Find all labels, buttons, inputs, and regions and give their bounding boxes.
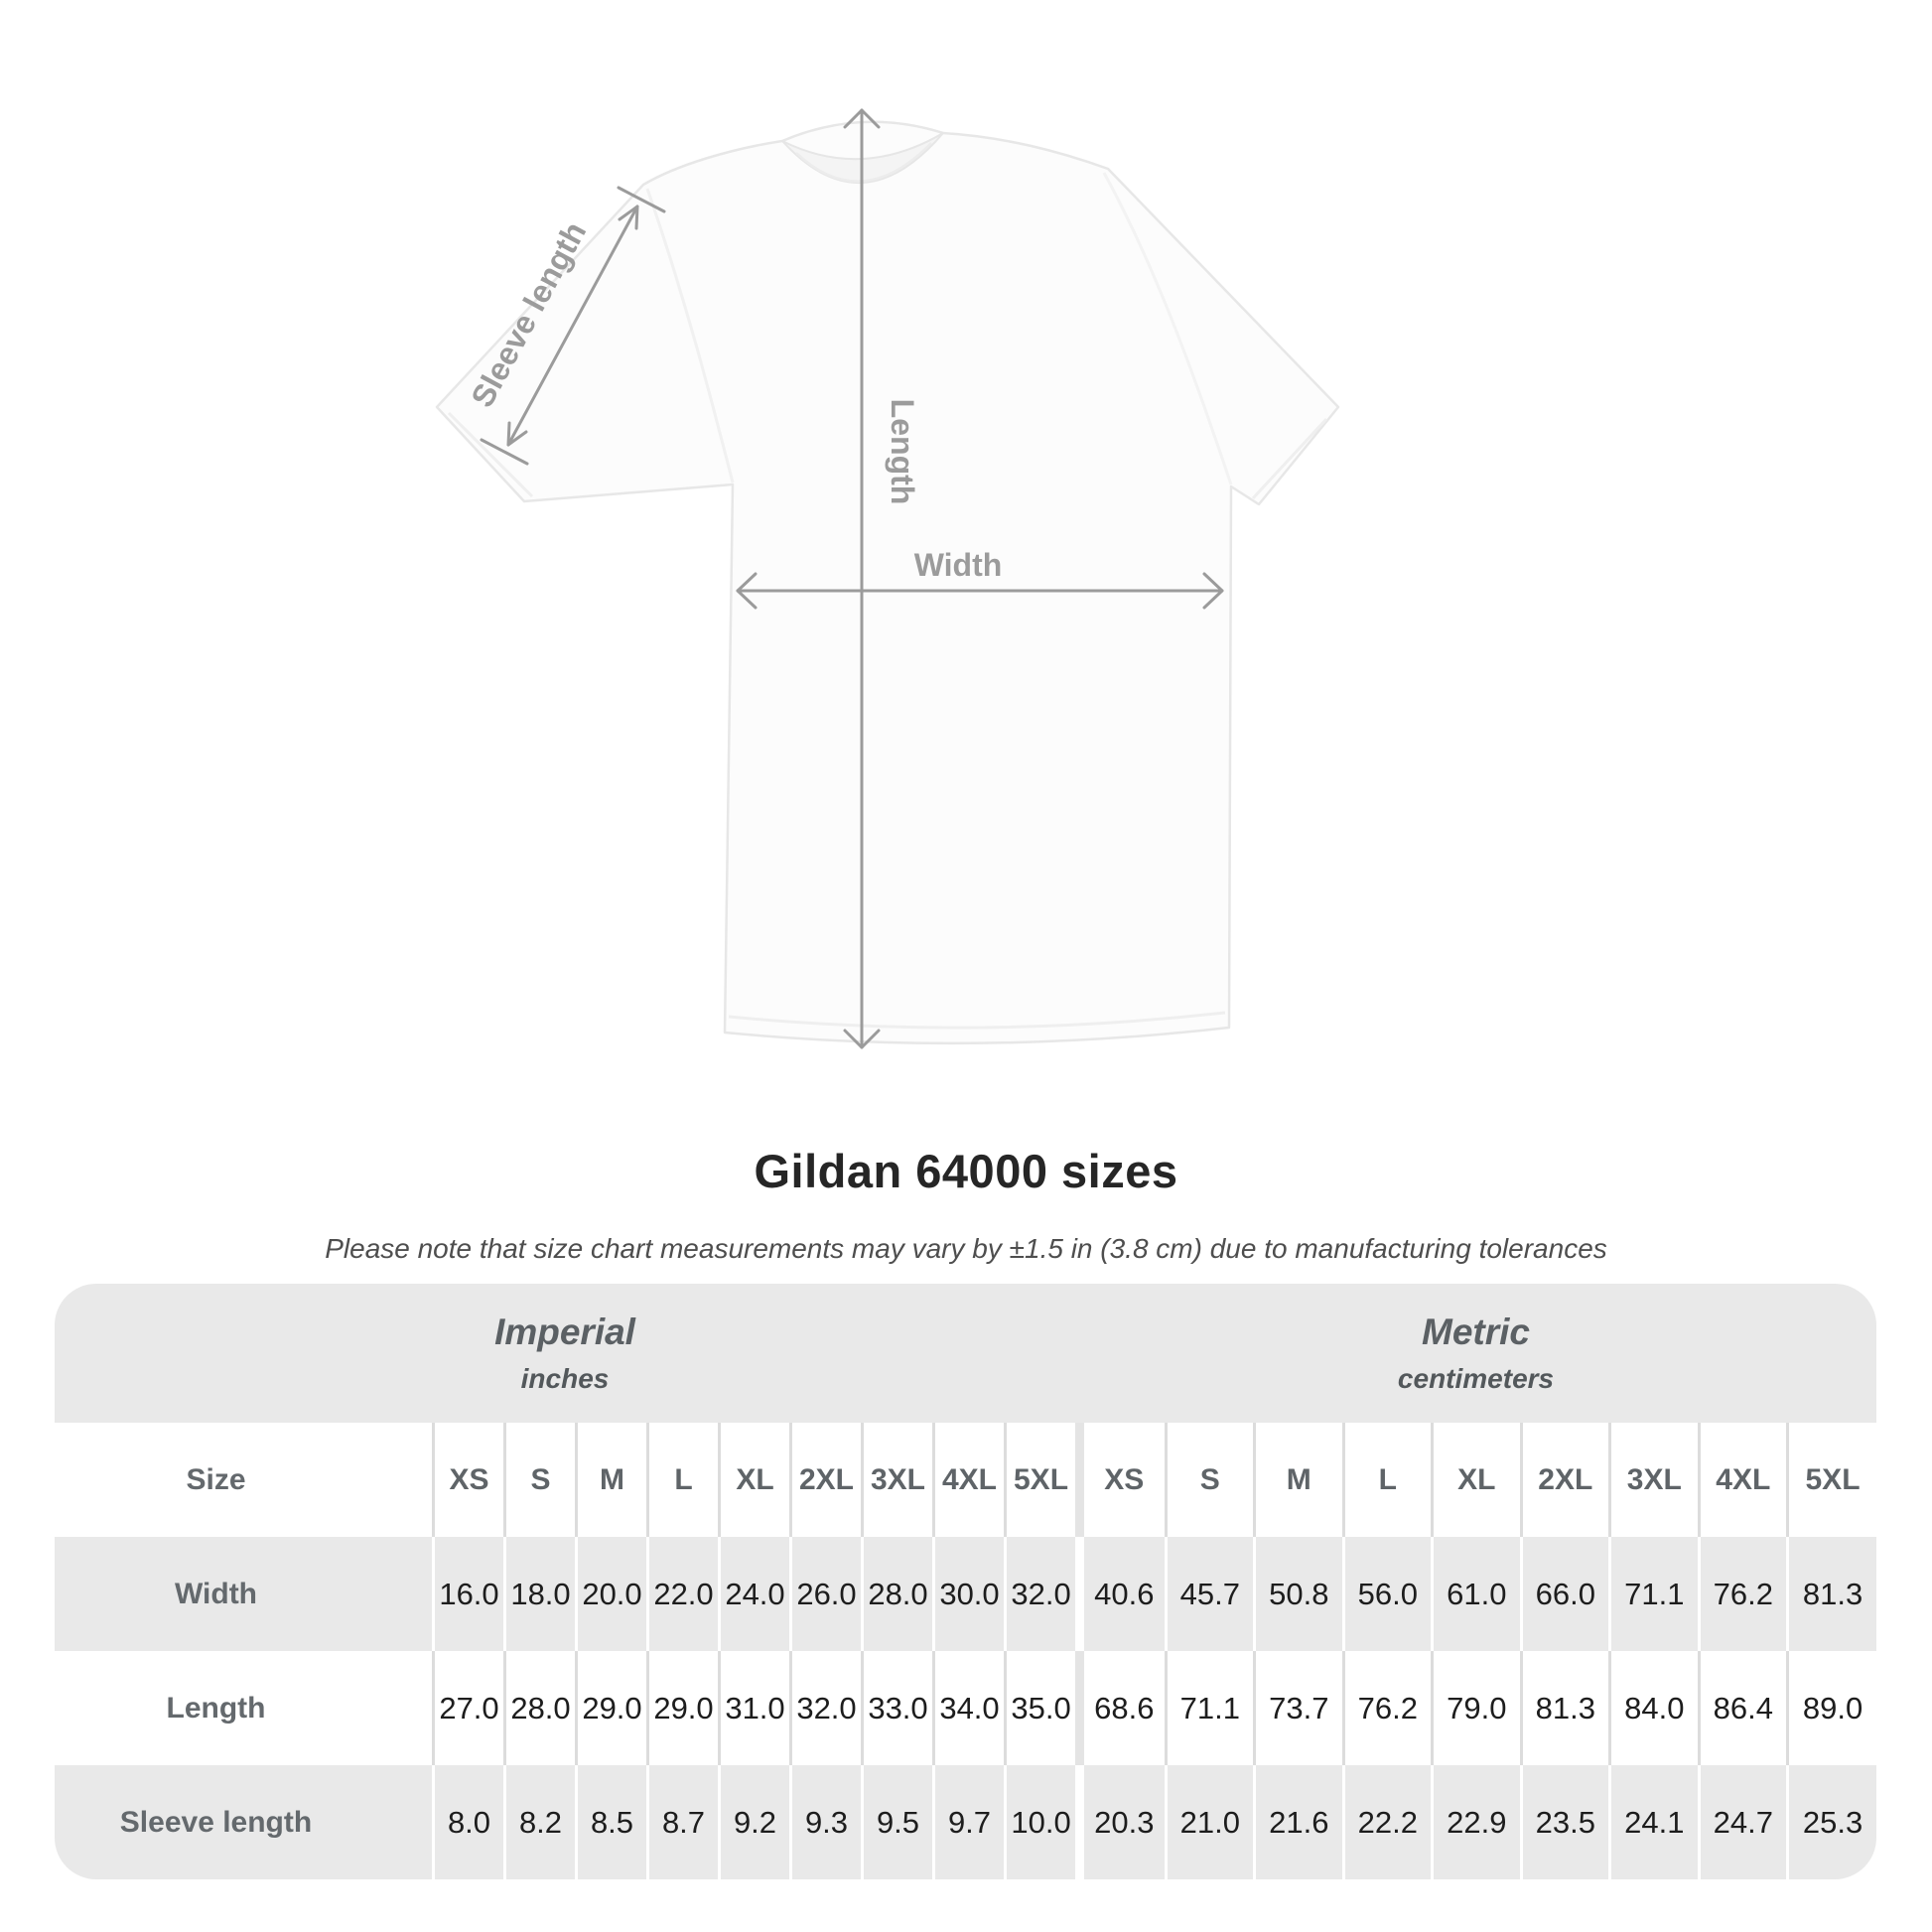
measurement-value-metric: 86.4 <box>1698 1651 1787 1765</box>
measurement-value-imperial: 30.0 <box>932 1537 1004 1651</box>
size-header-metric: XL <box>1431 1423 1520 1537</box>
size-header-imperial: M <box>575 1423 646 1537</box>
measurement-value-imperial: 33.0 <box>861 1651 932 1765</box>
measurement-value-metric: 21.6 <box>1253 1765 1342 1879</box>
measurement-value-imperial: 9.5 <box>861 1765 932 1879</box>
measurement-value-metric: 50.8 <box>1253 1537 1342 1651</box>
metric-section-unit: centimeters <box>1397 1363 1555 1394</box>
measurement-value-imperial: 28.0 <box>503 1651 575 1765</box>
length-label: Length <box>885 398 920 505</box>
measurement-row <box>55 1651 1876 1765</box>
size-header-metric: 4XL <box>1698 1423 1787 1537</box>
unit-section-header-row <box>55 1284 1876 1423</box>
size-header-metric: 5XL <box>1786 1423 1876 1537</box>
size-header-metric: XS <box>1075 1423 1165 1537</box>
size-table <box>55 1284 1876 1879</box>
measurement-value-imperial: 16.0 <box>432 1537 503 1651</box>
tshirt-illustration <box>387 79 1440 1062</box>
imperial-section-title: Imperial <box>494 1311 635 1352</box>
metric-section-header <box>1075 1284 1876 1423</box>
size-header-imperial: L <box>646 1423 718 1537</box>
tolerance-note: Please note that size chart measurements may vary by ±1.5 in (3.8 cm) due to manufacturing tolerances <box>325 1233 1607 1264</box>
measurement-row <box>55 1765 1876 1879</box>
measurement-value-metric: 45.7 <box>1165 1537 1254 1651</box>
measurement-value-metric: 71.1 <box>1608 1537 1698 1651</box>
size-header-imperial: 4XL <box>932 1423 1004 1537</box>
measurement-value-metric: 76.2 <box>1698 1537 1787 1651</box>
measurement-value-imperial: 29.0 <box>575 1651 646 1765</box>
measurement-value-imperial: 24.0 <box>718 1537 789 1651</box>
measurement-value-metric: 73.7 <box>1253 1651 1342 1765</box>
measurement-value-metric: 66.0 <box>1520 1537 1609 1651</box>
measurement-row-label: Width <box>174 1577 258 1610</box>
measurement-value-imperial: 18.0 <box>503 1537 575 1651</box>
measurement-value-metric: 24.1 <box>1608 1765 1698 1879</box>
page-title: Gildan 64000 sizes <box>754 1145 1178 1197</box>
measurement-value-imperial: 9.7 <box>932 1765 1004 1879</box>
measurement-value-imperial: 10.0 <box>1004 1765 1075 1879</box>
measurement-value-metric: 76.2 <box>1342 1651 1432 1765</box>
size-header-metric: 3XL <box>1608 1423 1698 1537</box>
measurement-row <box>55 1537 1876 1651</box>
size-table-container <box>55 1284 1876 1879</box>
measurement-value-imperial: 8.7 <box>646 1765 718 1879</box>
measurement-value-metric: 84.0 <box>1608 1651 1698 1765</box>
measurement-value-imperial: 28.0 <box>861 1537 932 1651</box>
measurement-value-metric: 89.0 <box>1786 1651 1876 1765</box>
measurement-value-imperial: 9.3 <box>789 1765 861 1879</box>
measurement-value-imperial: 8.5 <box>575 1765 646 1879</box>
measurement-value-metric: 68.6 <box>1075 1651 1165 1765</box>
measurement-value-metric: 71.1 <box>1165 1651 1254 1765</box>
measurement-value-metric: 61.0 <box>1431 1537 1520 1651</box>
measurement-value-imperial: 32.0 <box>1004 1537 1075 1651</box>
measurement-value-metric: 20.3 <box>1075 1765 1165 1879</box>
imperial-section-unit: inches <box>520 1363 610 1394</box>
size-header-imperial: 2XL <box>789 1423 861 1537</box>
measurement-value-metric: 81.3 <box>1786 1537 1876 1651</box>
size-header-row <box>55 1423 1876 1537</box>
measurement-value-metric: 23.5 <box>1520 1765 1609 1879</box>
size-header-imperial: 3XL <box>861 1423 932 1537</box>
measurement-value-metric: 25.3 <box>1786 1765 1876 1879</box>
size-header-metric: 2XL <box>1520 1423 1609 1537</box>
measurement-value-metric: 40.6 <box>1075 1537 1165 1651</box>
size-header-metric: L <box>1342 1423 1432 1537</box>
measurement-value-metric: 81.3 <box>1520 1651 1609 1765</box>
measurement-row-label: Length <box>166 1691 266 1725</box>
tshirt-diagram <box>387 79 1440 1062</box>
size-header-metric: M <box>1253 1423 1342 1537</box>
measurement-value-imperial: 34.0 <box>932 1651 1004 1765</box>
measurement-value-imperial: 26.0 <box>789 1537 861 1651</box>
size-column-label: Size <box>186 1462 246 1496</box>
sleeve-length-label: Sleeve length <box>464 215 594 413</box>
measurement-value-metric: 22.9 <box>1431 1765 1520 1879</box>
size-header-imperial: XS <box>432 1423 503 1537</box>
imperial-section-header <box>55 1284 1075 1423</box>
measurement-value-metric: 79.0 <box>1431 1651 1520 1765</box>
width-label: Width <box>913 547 1003 583</box>
measurement-value-metric: 22.2 <box>1342 1765 1432 1879</box>
size-header-metric: S <box>1165 1423 1254 1537</box>
measurement-value-imperial: 32.0 <box>789 1651 861 1765</box>
measurement-value-imperial: 35.0 <box>1004 1651 1075 1765</box>
measurement-value-imperial: 31.0 <box>718 1651 789 1765</box>
measurement-value-imperial: 8.2 <box>503 1765 575 1879</box>
size-header-imperial: XL <box>718 1423 789 1537</box>
size-header-imperial: 5XL <box>1004 1423 1075 1537</box>
size-header-imperial: S <box>503 1423 575 1537</box>
measurement-value-metric: 21.0 <box>1165 1765 1254 1879</box>
measurement-value-metric: 24.7 <box>1698 1765 1787 1879</box>
measurement-value-imperial: 27.0 <box>432 1651 503 1765</box>
measurement-value-imperial: 20.0 <box>575 1537 646 1651</box>
metric-section-title: Metric <box>1422 1311 1530 1352</box>
measurement-value-metric: 56.0 <box>1342 1537 1432 1651</box>
measurement-value-imperial: 29.0 <box>646 1651 718 1765</box>
measurement-value-imperial: 22.0 <box>646 1537 718 1651</box>
measurement-value-imperial: 9.2 <box>718 1765 789 1879</box>
measurement-value-imperial: 8.0 <box>432 1765 503 1879</box>
measurement-row-label: Sleeve length <box>119 1805 313 1839</box>
